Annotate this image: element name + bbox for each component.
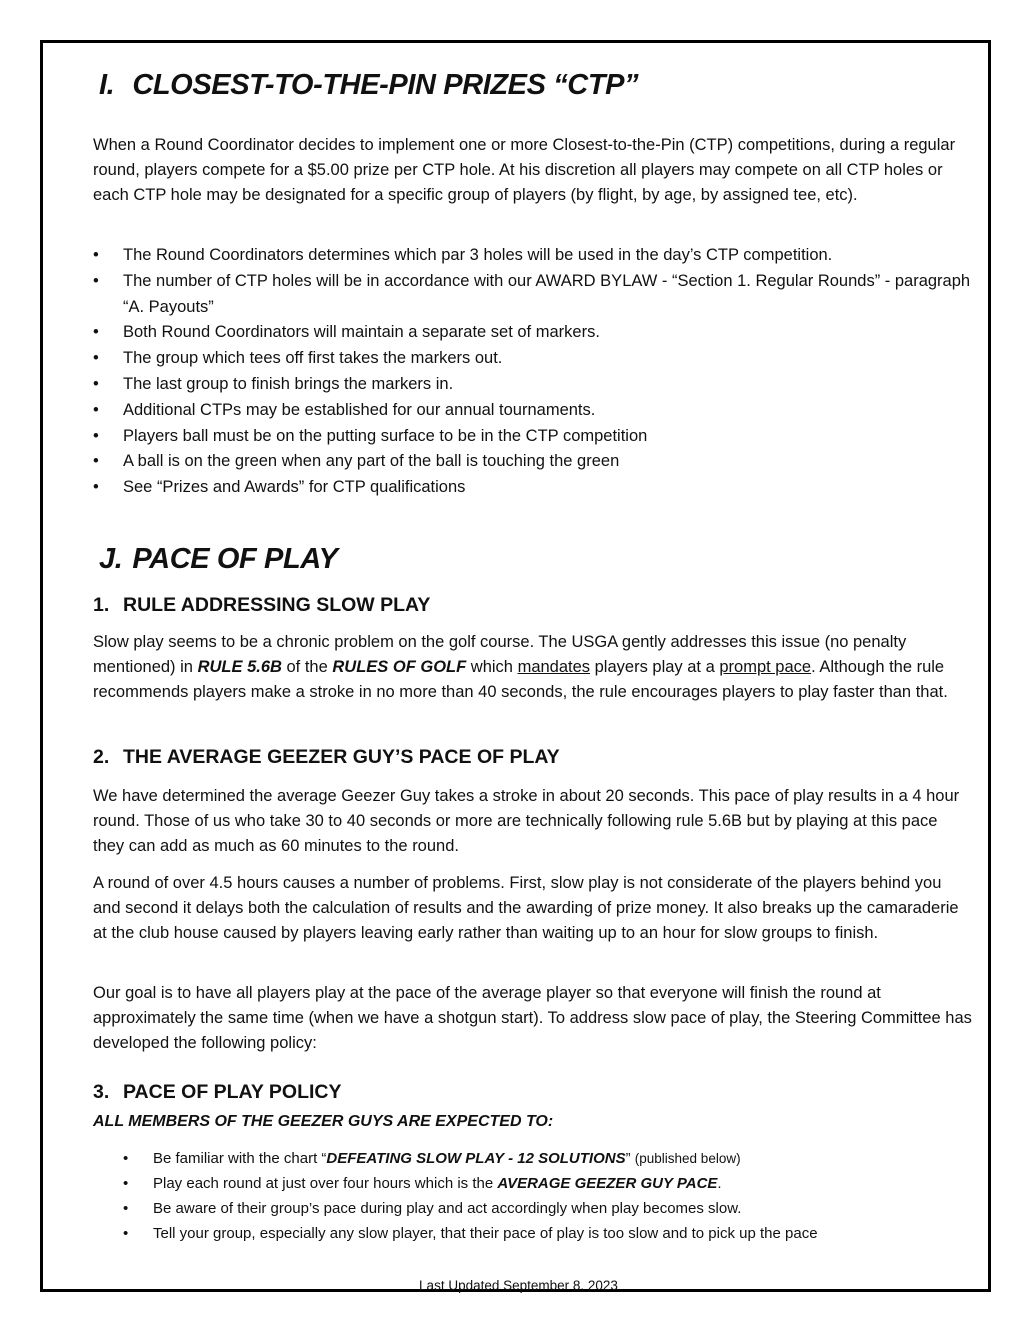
list-item: • Play each round at just over four hours which is the AVERAGE GEEZER GUY PACE. <box>123 1175 722 1192</box>
section-i-heading <box>99 65 638 105</box>
footer-last-updated: Last Updated September 8, 2023 <box>419 1278 618 1293</box>
ctp-bullet-list <box>93 243 973 501</box>
list-item: • The Round Coordinators determines which par 3 holes will be used in the day’s CTP competition. <box>93 246 833 264</box>
list-item: • A ball is on the green when any part of the ball is touching the green <box>93 452 620 471</box>
section-j-heading <box>99 539 338 579</box>
section-i-number: I. <box>99 69 115 101</box>
section-j-number: J. <box>99 543 123 575</box>
list-item: • The number of CTP holes will be in accordance with our AWARD BYLAW - “Section 1. Regular Rounds” - paragraph “A. Payouts” <box>93 271 971 316</box>
goal-paragraph: Our goal is to have all players play at the pace of the average player so that everyone will finish the round at approximately the same time (when we have a shotgun start). To address slow pace of play, the Steering Committee has developed the following policy: <box>93 984 972 1052</box>
policy-bullet-list <box>93 1146 973 1246</box>
subsection-2-heading: 2. THE AVERAGE GEEZER GUY’S PACE OF PLAY <box>93 746 560 768</box>
section-j-title: PACE OF PLAY <box>132 543 338 575</box>
rules-of-golf-reference: RULES OF GOLF <box>332 658 467 676</box>
list-item: • Players ball must be on the putting surface to be in the CTP competition <box>93 426 648 445</box>
section-i-title: CLOSEST-TO-THE-PIN PRIZES “CTP” <box>132 69 639 101</box>
list-item: • Both Round Coordinators will maintain a separate set of markers. <box>93 323 600 342</box>
rule-reference: RULE 5.6B <box>197 658 282 676</box>
slow-play-paragraph: Slow play seems to be a chronic problem on the golf course. The USGA gently addresses this issue (no penalty mentioned) in RULE 5.6B of the RULES OF GOLF which mandates players play at a prompt pace. Although the rule recommends players make a stroke in no more than 40 seconds, the rule encourages players to play faster than that. <box>93 633 948 701</box>
list-item: • Be familiar with the chart “DEFEATING SLOW PLAY - 12 SOLUTIONS” (published below) <box>123 1150 741 1167</box>
list-item: • Tell your group, especially any slow player, that their pace of play is too slow and to pick up the pace <box>123 1225 818 1242</box>
subsection-3-heading: 3. PACE OF PLAY POLICY <box>93 1081 342 1103</box>
list-item: • The last group to finish brings the markers in. <box>93 374 454 393</box>
subsection-1-heading: 1. RULE ADDRESSING SLOW PLAY <box>93 594 431 616</box>
policy-bullet-list-wrap <box>93 1146 973 1246</box>
policy-expectation: ALL MEMBERS OF THE GEEZER GUYS ARE EXPECTED TO: <box>93 1113 554 1130</box>
list-item: • Be aware of their group’s pace during play and act accordingly when play becomes slow. <box>123 1200 742 1217</box>
page-border <box>40 40 991 1292</box>
list-item: • See “Prizes and Awards” for CTP qualifications <box>93 478 466 497</box>
ctp-intro-paragraph: When a Round Coordinator decides to implement one or more Closest-to-the-Pin (CTP) competitions, during a regular round, players compete for a $5.00 prize per CTP hole. At his discretion all players may compete on all CTP holes or each CTP hole may be designated for a specific group of players (by flight, by age, by assigned tee, etc). <box>93 136 956 204</box>
average-pace-paragraph: We have determined the average Geezer Guy takes a stroke in about 20 seconds. This pace of play results in a 4 hour round. Those of us who take 30 to 40 seconds or more are technically following rule 5.6B but by playing at this pace they can add as much as 60 minutes to the round. <box>93 787 960 855</box>
list-item: • The group which tees off first takes the markers out. <box>93 349 503 368</box>
list-item: • Additional CTPs may be established for our annual tournaments. <box>93 400 596 419</box>
long-round-paragraph: A round of over 4.5 hours causes a number of problems. First, slow play is not considerate of the players behind you and second it delays both the calculation of results and the awarding of prize money. It also breaks up the camaraderie at the club house caused by players leaving early rather than waiting up to an hour for slow groups to finish. <box>93 874 959 942</box>
